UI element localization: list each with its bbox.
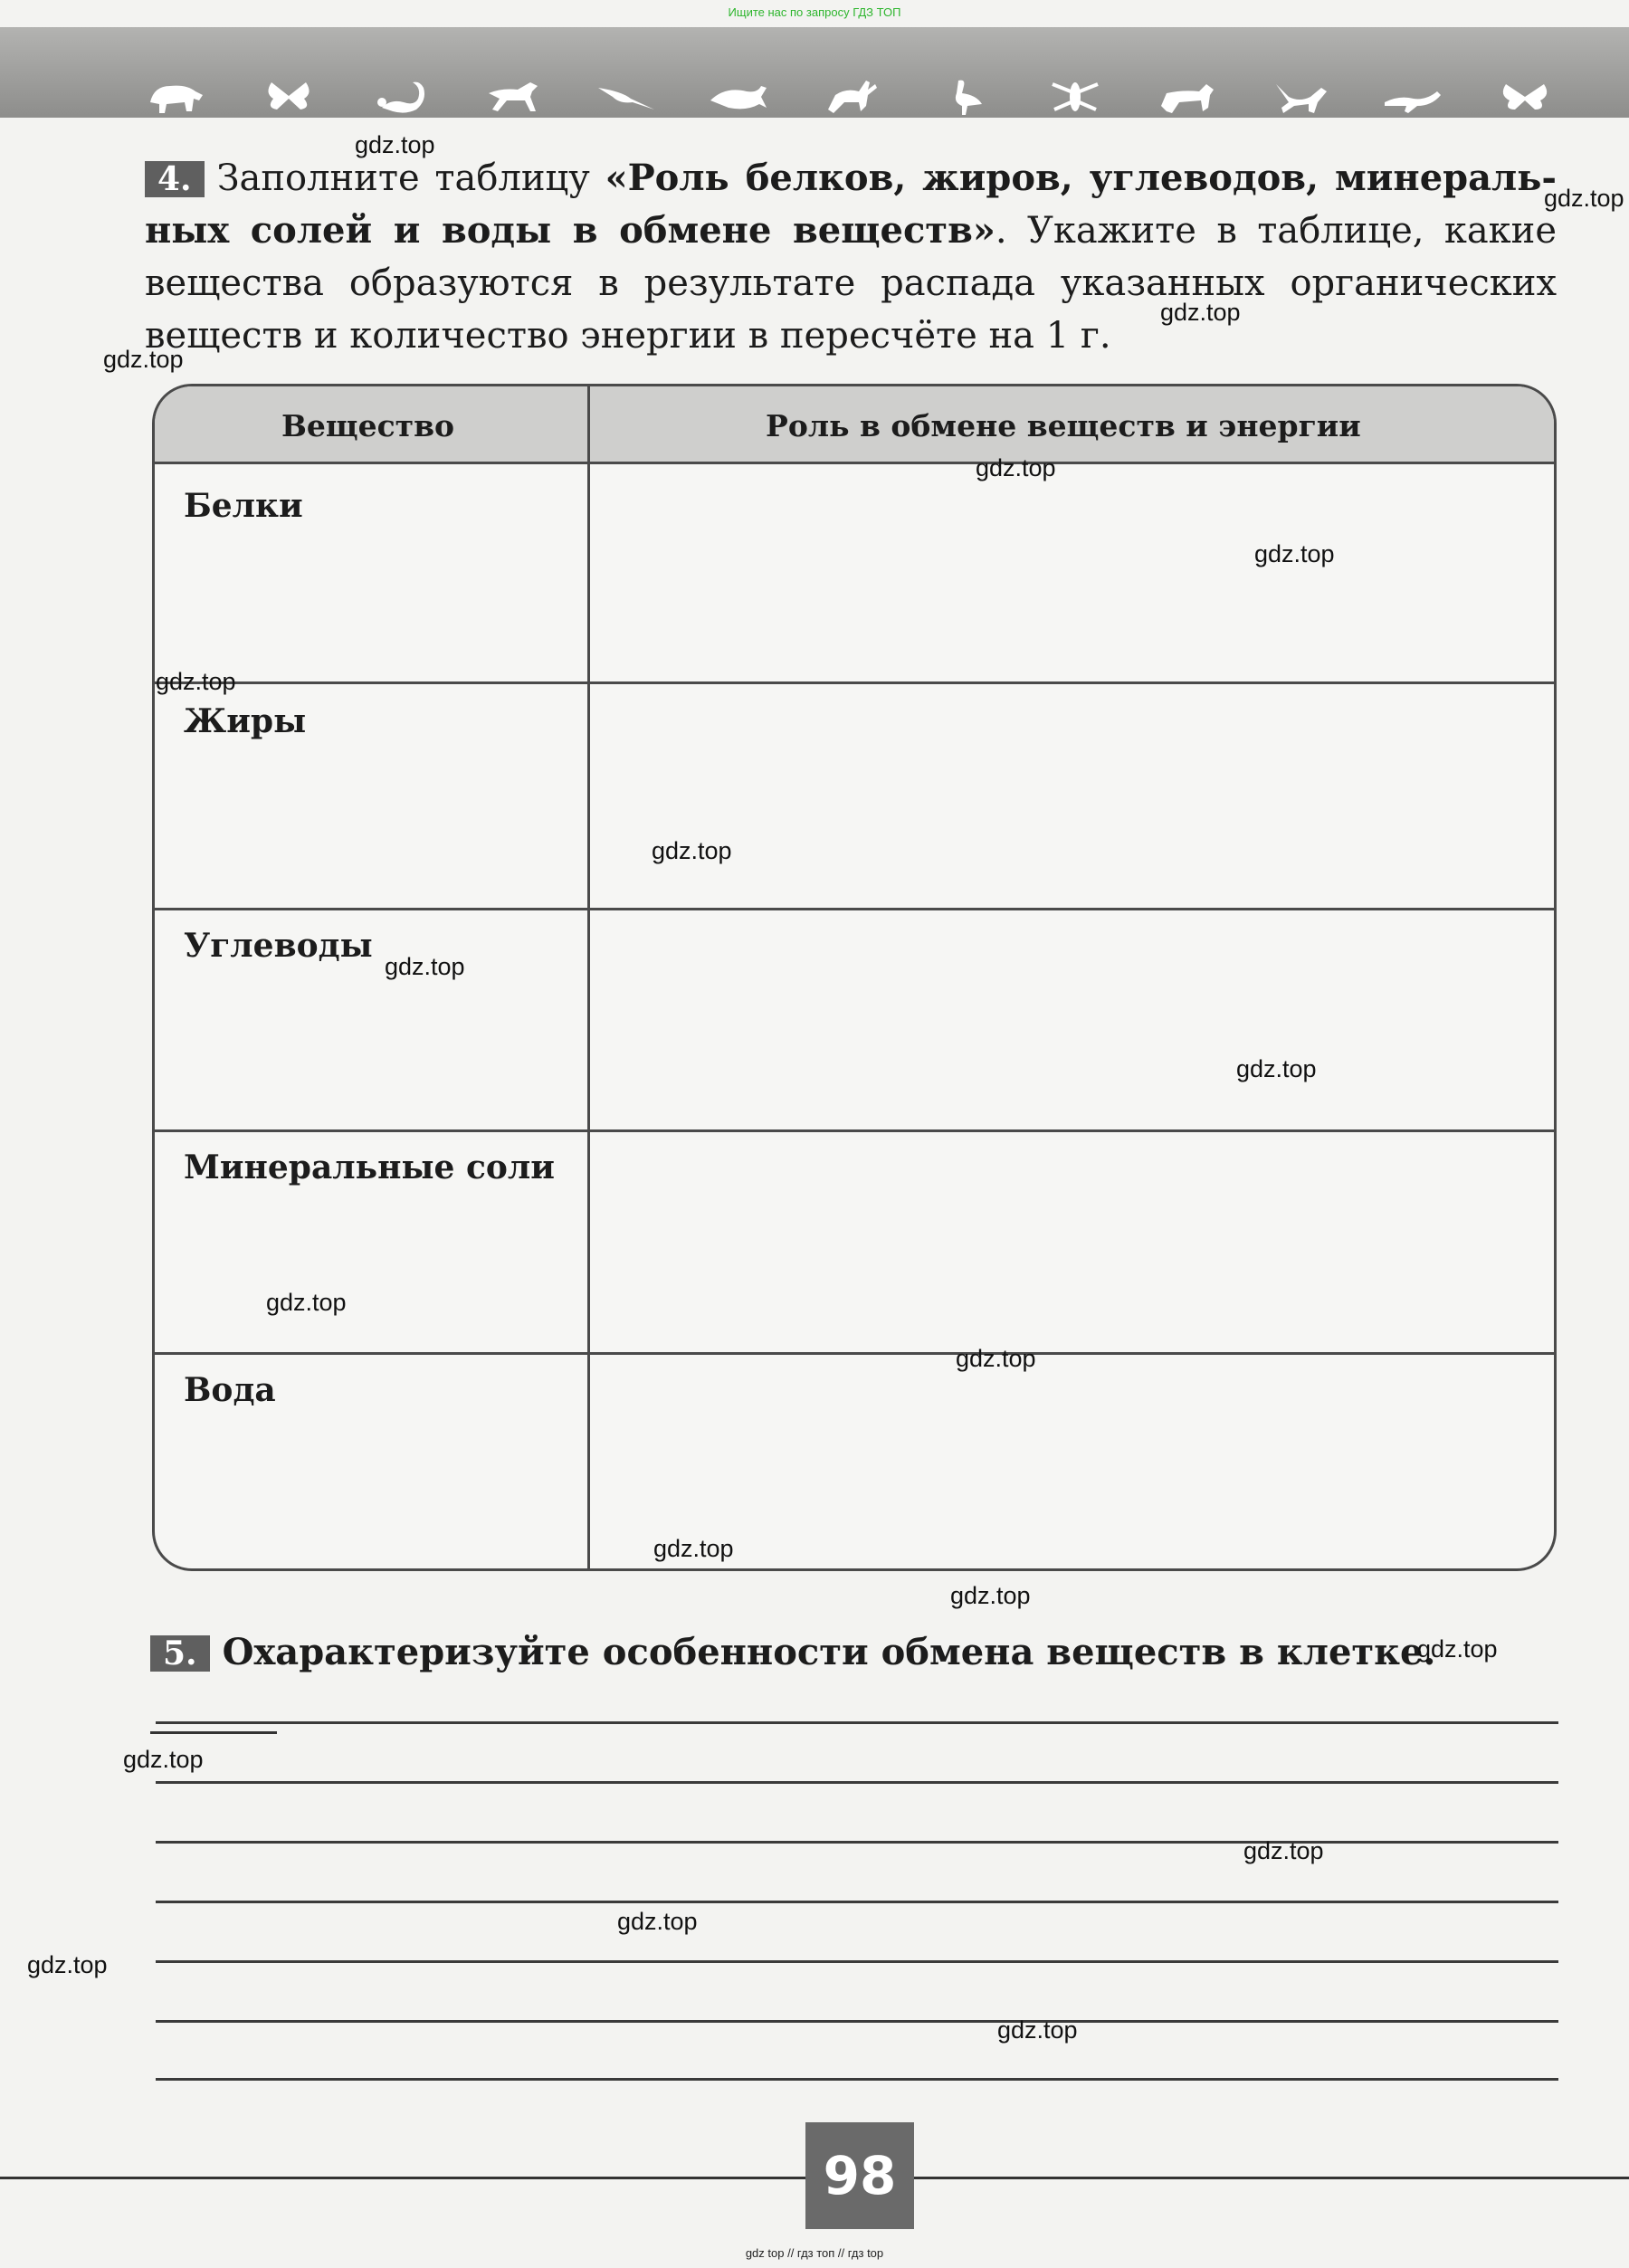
answer-line[interactable] — [156, 1721, 1558, 1724]
deer-icon — [819, 75, 882, 117]
watermark: gdz.top — [1243, 1837, 1324, 1864]
substance-label: Жиры — [184, 702, 307, 740]
page-rule — [914, 2177, 1629, 2179]
table-row — [155, 910, 1554, 1132]
watermark: gdz.top — [266, 1289, 347, 1316]
butterfly-icon — [1493, 75, 1557, 117]
answer-line[interactable] — [156, 1841, 1558, 1844]
watermark: gdz.top — [1417, 1635, 1498, 1663]
watermark: gdz.top — [956, 1345, 1036, 1372]
scorpion-icon — [369, 75, 433, 117]
watermark: gdz.top — [27, 1951, 108, 1978]
answer-line[interactable] — [156, 1901, 1558, 1903]
bird-icon — [595, 75, 658, 117]
dog-icon — [1156, 75, 1219, 117]
answer-line-start[interactable] — [150, 1698, 277, 1734]
table-row — [155, 1355, 1554, 1571]
answer-line[interactable] — [156, 1960, 1558, 1963]
task-5-text: Охарактеризуйте особенности обмена веществ в клетке. — [222, 1631, 1436, 1673]
watermark: gdz.top — [123, 1746, 204, 1773]
watermark: gdz.top — [385, 953, 465, 980]
table-row — [155, 684, 1554, 910]
substance-label: Вода — [184, 1371, 276, 1409]
watermark: gdz.top — [617, 1908, 698, 1935]
watermark: gdz.top — [355, 131, 435, 158]
animal-icon-strip — [145, 71, 1557, 121]
task-5 — [150, 1625, 1562, 1734]
lizard-icon — [1381, 75, 1444, 117]
watermark: gdz.top — [156, 668, 236, 695]
deer-icon — [1269, 75, 1332, 117]
answer-line[interactable] — [156, 2078, 1558, 2081]
watermark: gdz.top — [103, 346, 184, 373]
fish-icon — [707, 75, 770, 117]
butterfly-icon — [257, 75, 320, 117]
column-divider — [587, 386, 590, 1568]
search-hint-link[interactable]: Ищите нас по запросу ГДЗ ТОП — [728, 5, 901, 19]
heron-icon — [931, 75, 995, 117]
watermark: gdz.top — [1544, 185, 1624, 212]
substance-label: Углеводы — [184, 927, 373, 965]
task-instructions: . Укажите в таблице, какие вещества образуются в результате распада указанных органических веществ и количество энергии в пересчёте на 1 г. — [145, 210, 1557, 357]
answer-line[interactable] — [156, 2020, 1558, 2023]
header-role: Роль в обмене веществ и энергии — [766, 408, 1361, 443]
watermark: gdz.top — [950, 1582, 1031, 1609]
table-header — [155, 386, 1554, 464]
substances-table — [152, 384, 1557, 1571]
watermark: gdz.top — [653, 1535, 734, 1562]
task-4 — [145, 152, 1557, 362]
watermark: gdz.top — [652, 837, 732, 864]
page-rule — [0, 2177, 805, 2179]
watermark: gdz.top — [997, 2016, 1078, 2044]
table-row — [155, 467, 1554, 684]
page-number: 98 — [805, 2122, 914, 2229]
task-number-badge: 5. — [150, 1635, 210, 1672]
header-substance: Вещество — [281, 408, 455, 443]
substance-label: Минеральные соли — [184, 1148, 556, 1186]
table-title: «Роль белков, жиров, углеводов, минеральных солей и воды в обмене веществ» — [145, 157, 1557, 252]
insect-icon — [1043, 75, 1107, 117]
table-row — [155, 1132, 1554, 1355]
task-number-badge: 4. — [145, 161, 205, 197]
bison-icon — [145, 75, 208, 117]
watermark: gdz.top — [1236, 1055, 1317, 1082]
horse-icon — [481, 75, 545, 117]
footer-links[interactable]: gdz top // гдз топ // гдз top — [745, 2246, 884, 2260]
task-intro: Заполните таблицу — [216, 157, 605, 199]
watermark: gdz.top — [976, 454, 1056, 481]
watermark: gdz.top — [1160, 299, 1241, 326]
answer-line[interactable] — [156, 1781, 1558, 1784]
watermark: gdz.top — [1254, 540, 1335, 567]
substance-label: Белки — [184, 487, 303, 525]
